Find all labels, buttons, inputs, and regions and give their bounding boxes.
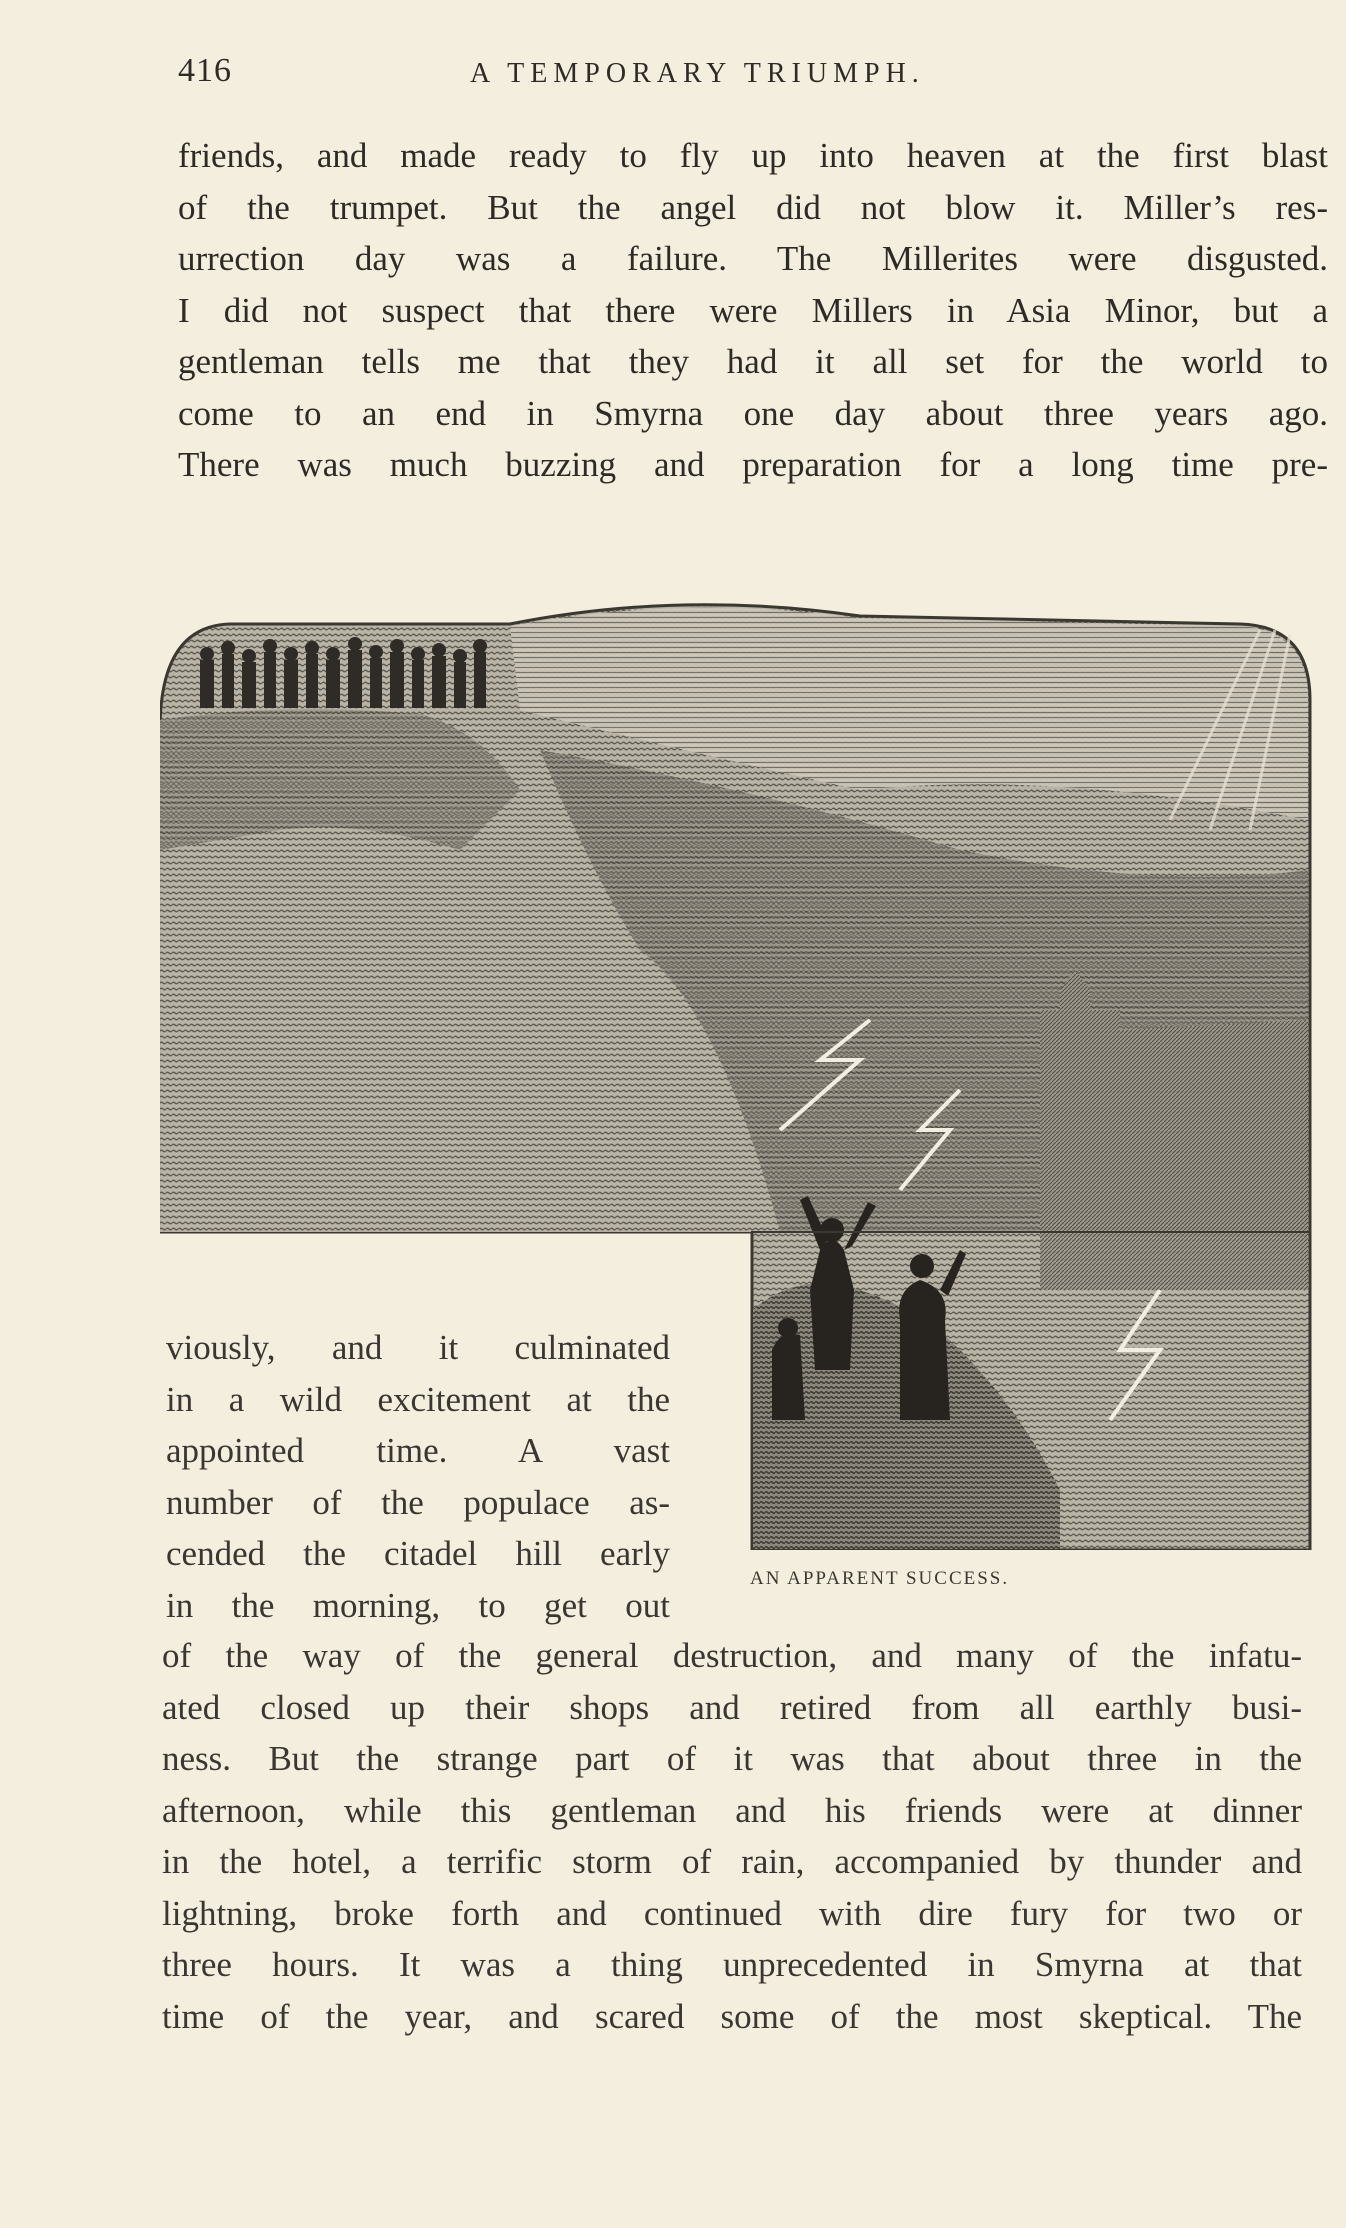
- text-line: lightning, broke forth and continued with dire fury for two or: [162, 1893, 1302, 1933]
- body-text-side: [166, 1322, 670, 1631]
- text-line: cended the citadel hill early: [166, 1534, 670, 1573]
- text-line: time of the year, and scared some of the most skeptical. The: [162, 1996, 1302, 2036]
- text-line: three hours. It was a thing unprecedented in Smyrna at that: [162, 1945, 1302, 1984]
- text-line: come to an end in Smyrna one day about three years ago.: [178, 393, 1328, 433]
- text-line: There was much buzzing and preparation for a long time pre-: [178, 445, 1328, 484]
- running-title: A TEMPORARY TRIUMPH.: [470, 58, 925, 89]
- page-header: [178, 52, 1328, 100]
- text-line: number of the populace as-: [166, 1482, 670, 1522]
- text-line: ness. But the strange part of it was that about three in the: [162, 1739, 1302, 1778]
- body-text-bottom: [162, 1630, 1302, 2042]
- text-line: ated closed up their shops and retired from all earthly busi-: [162, 1687, 1302, 1727]
- text-line: of the trumpet. But the angel did not blow it. Miller’s res-: [178, 187, 1328, 227]
- text-line: of the way of the general destruction, and many of the infatu-: [162, 1636, 1302, 1675]
- text-line: urrection day was a failure. The Millerites were disgusted.: [178, 239, 1328, 278]
- text-line: in the morning, to get out: [166, 1585, 670, 1625]
- text-line: I did not suspect that there were Millers in Asia Minor, but a: [178, 290, 1328, 330]
- text-line: friends, and made ready to fly up into heaven at the first blast: [178, 136, 1328, 175]
- text-line: in the hotel, a terrific storm of rain, accompanied by thunder and: [162, 1842, 1302, 1881]
- text-line: appointed time. A vast: [166, 1431, 670, 1470]
- page-number: 416: [178, 52, 232, 89]
- text-line: afternoon, while this gentleman and his friends were at dinner: [162, 1790, 1302, 1830]
- text-line: gentleman tells me that they had it all set for the world to: [178, 342, 1328, 381]
- text-line: viously, and it culminated: [166, 1328, 670, 1367]
- illustration-caption: AN APPARENT SUCCESS.: [750, 1568, 1010, 1589]
- body-text-top: [178, 130, 1328, 491]
- text-line: in a wild excitement at the: [166, 1379, 670, 1419]
